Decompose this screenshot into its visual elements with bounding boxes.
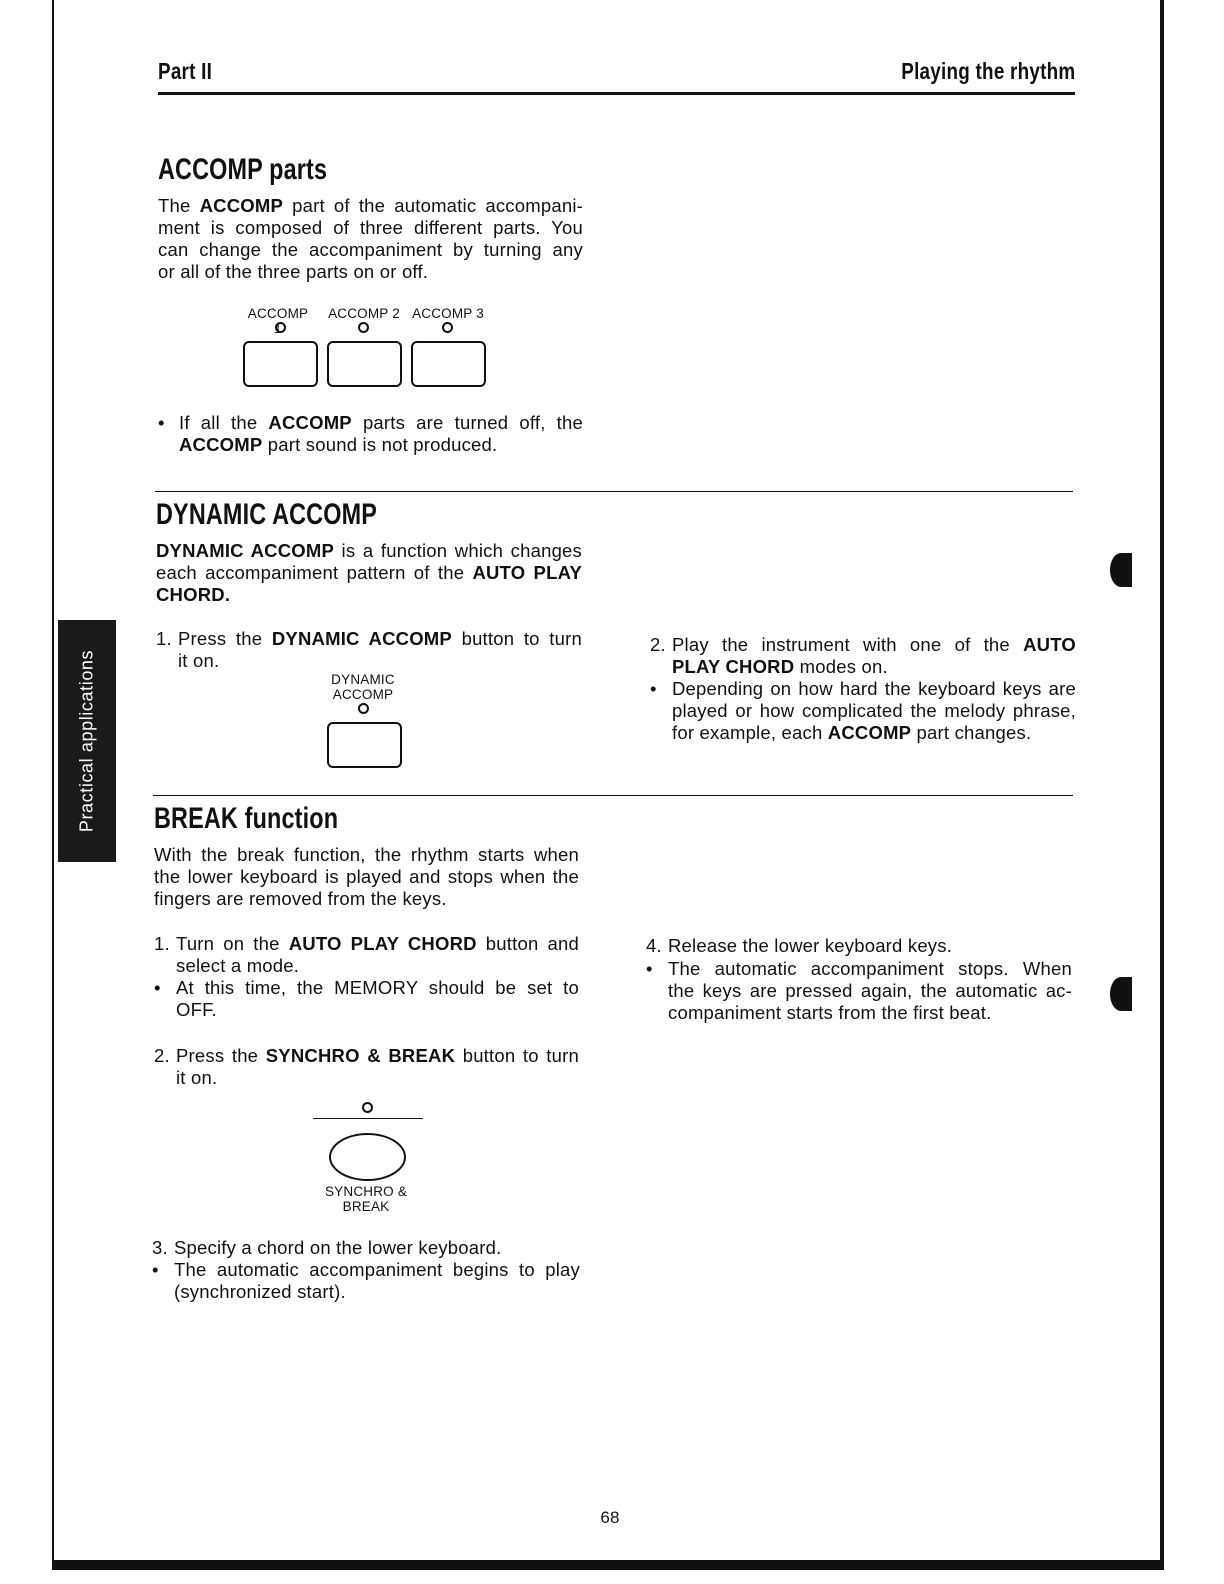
synchro-break-button-label: SYNCHRO & BREAK [324, 1184, 408, 1214]
accomp-parts-note: • If all the ACCOMP parts are turned off, the ACCOMP part sound is not produced. [158, 412, 583, 455]
break-step-4-note: • The automatic accompaniment stops. When the keys are pressed again, the automatic ac- companiment starts from the first beat. [646, 958, 1072, 1023]
accomp2-button[interactable] [327, 341, 402, 387]
bullet-icon: • [154, 977, 161, 998]
text-line: the lower keyboard is played and stops when the [154, 866, 579, 887]
dynamic-accomp-button-label: DYNAMIC ACCOMP [331, 672, 395, 702]
text-line: fingers are removed from the keys. [154, 888, 447, 909]
dynamic-accomp-step-2: 2. Play the instrument with one of the AUTO PLAY CHORD modes on. [650, 634, 1076, 677]
text-line: or all of the three parts on or off. [158, 261, 429, 282]
accomp-parts-intro: The ACCOMP part of the automatic accompani- ment is composed of three different parts. You can change the accompaniment by turning any or all of the three parts on or off. [158, 195, 583, 282]
step-number: 1. [156, 628, 172, 649]
break-step-3-note: • The automatic accompaniment begins to play (synchronized start). [152, 1259, 580, 1302]
dynamic-accomp-step-1: 1. Press the DYNAMIC ACCOMP button to turn it on. [156, 628, 582, 671]
dynamic-accomp-intro: DYNAMIC ACCOMP is a function which changes each accompaniment pattern of the AUTO PLAY CHORD. [156, 540, 582, 605]
accomp1-label: ACCOMP 1 [247, 306, 309, 336]
break-step-2: 2. Press the SYNCHRO & BREAK button to turn it on. [154, 1045, 579, 1088]
section-title-break-function: BREAK function [154, 802, 339, 835]
accomp3-indicator-icon [442, 322, 453, 333]
dynamic-accomp-indicator-icon [358, 703, 369, 714]
step-number: 4. [646, 935, 662, 956]
accomp2-label: ACCOMP 2 [328, 306, 400, 321]
accomp3-button[interactable] [411, 341, 486, 387]
step-number: 2. [650, 634, 666, 655]
section-divider [153, 795, 1073, 796]
synchro-break-button[interactable] [329, 1133, 406, 1181]
section-title-accomp-parts: ACCOMP parts [158, 153, 328, 186]
dynamic-accomp-button[interactable] [327, 722, 402, 768]
text-line: ment is composed of three different parts. You [158, 217, 583, 238]
page-frame-left [52, 0, 54, 1570]
break-step-4: 4. Release the lower keyboard keys. [646, 935, 953, 956]
dynamic-accomp-note: • Depending on how hard the keyboard keys are played or how complicated the melody phrase, for example, each ACCOMP part changes. [650, 678, 1076, 743]
text-line: can change the accompaniment by turning any [158, 239, 583, 260]
break-function-intro [154, 844, 579, 910]
bullet-icon: • [158, 412, 165, 433]
side-tab [58, 620, 116, 862]
header-part: Part II [158, 58, 213, 84]
side-tab-label: Practical applications [76, 649, 97, 833]
text-line: With the break function, the rhythm starts when [154, 844, 579, 865]
margin-mark [1110, 977, 1132, 1011]
button-group-line [313, 1118, 423, 1119]
break-step-1-note: • At this time, the MEMORY should be set to OFF. [154, 977, 579, 1020]
accomp3-label: ACCOMP 3 [412, 306, 484, 321]
bullet-icon: • [646, 958, 653, 979]
step-number: 3. [152, 1237, 168, 1258]
header-title: Playing the rhythm [900, 58, 1075, 84]
section-divider [155, 491, 1073, 492]
bullet-icon: • [650, 678, 657, 699]
step-number: 1. [154, 933, 170, 954]
page-frame-right [1160, 0, 1164, 1570]
synchro-break-indicator-icon [362, 1102, 373, 1113]
margin-mark [1110, 553, 1132, 587]
bullet-icon: • [152, 1259, 159, 1280]
break-step-1: 1. Turn on the AUTO PLAY CHORD button and select a mode. [154, 933, 579, 976]
accomp1-indicator-icon [275, 322, 286, 333]
accomp1-button[interactable] [243, 341, 318, 387]
break-step-3: 3. Specify a chord on the lower keyboard. [152, 1237, 502, 1258]
section-title-dynamic-accomp: DYNAMIC ACCOMP [156, 498, 378, 531]
page-frame-bottom [52, 1560, 1164, 1570]
accomp2-indicator-icon [358, 322, 369, 333]
header-rule [158, 92, 1075, 95]
page-number: 68 [600, 1508, 620, 1527]
step-number: 2. [154, 1045, 170, 1066]
